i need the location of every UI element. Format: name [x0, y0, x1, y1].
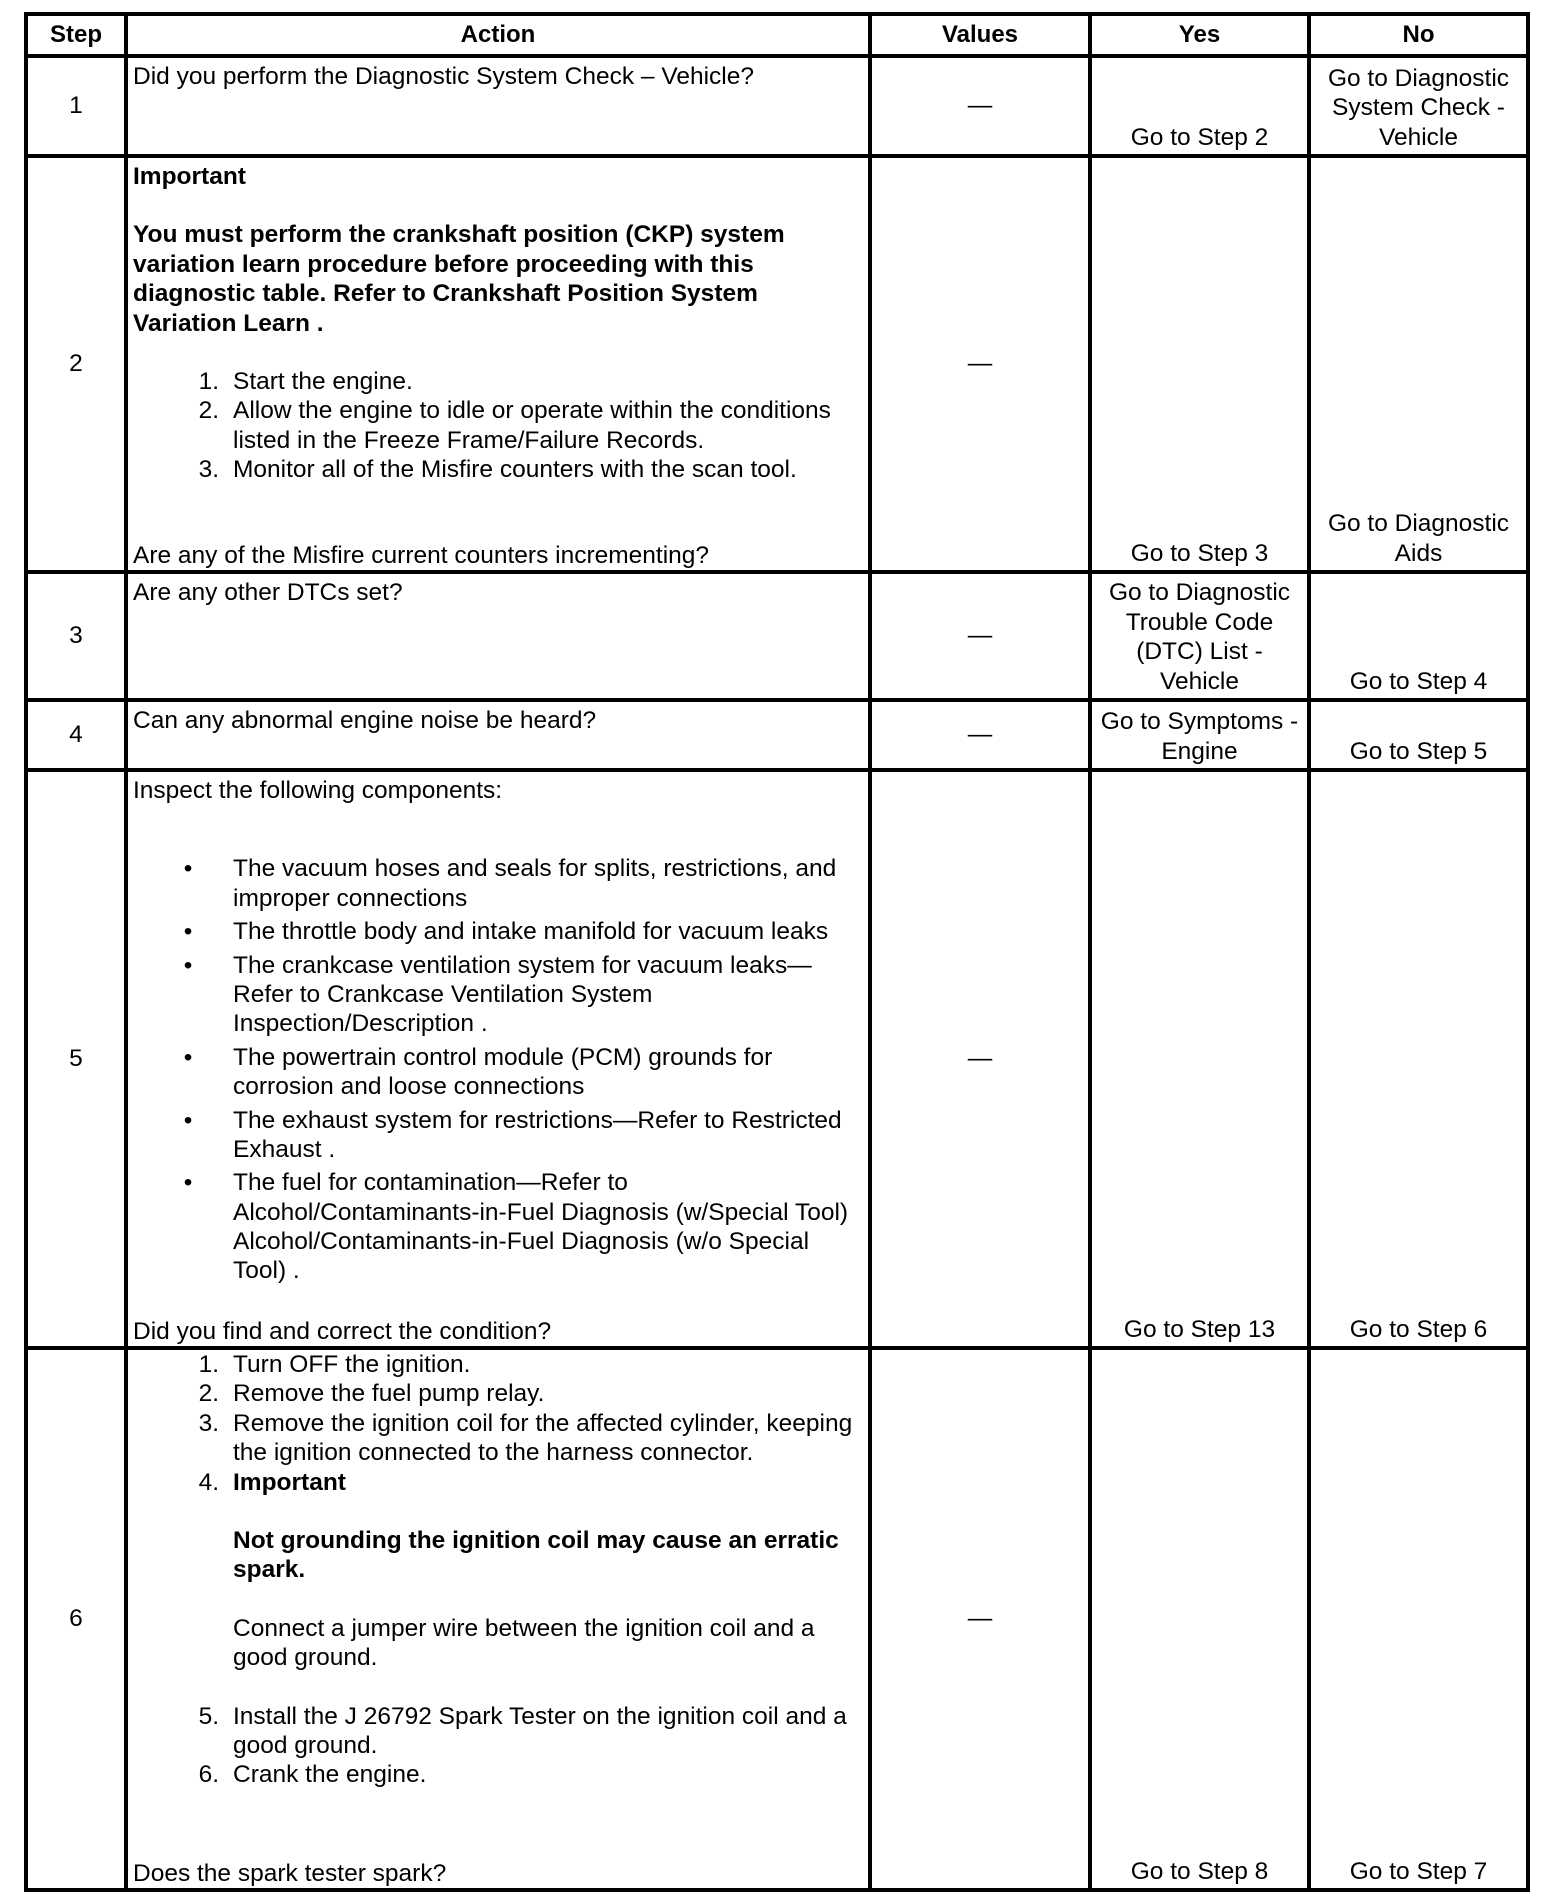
list-item: • The exhaust system for restrictions—Refer to Restricted Exhaust .: [183, 1106, 842, 1163]
no-cell: Go to Step 7: [1309, 1348, 1528, 1890]
list-item: • The throttle body and intake manifold for vacuum leaks: [183, 918, 829, 946]
yes-cell: Go to Symptoms - Engine: [1090, 700, 1309, 770]
action-question: Does the spark tester spark?: [133, 1859, 447, 1887]
important-text: Not grounding the ignition coil may cause an erratic spark.: [233, 1526, 839, 1584]
step-number: 5: [26, 770, 126, 1348]
yes-cell: Go to Step 13: [1090, 770, 1309, 1348]
list-item: • The vacuum hoses and seals for splits, restrictions, and improper connections: [183, 855, 837, 912]
table-row: [26, 56, 1528, 156]
list-item: 5. Install the J 26792 Spark Tester on the ignition coil and a good ground.: [198, 1702, 847, 1759]
action-intro: Inspect the following components:: [133, 777, 503, 804]
step-number: 4: [26, 700, 126, 770]
yes-cell: Go to Step 2: [1090, 56, 1309, 156]
table-row: [26, 156, 1528, 572]
header-step: Step: [26, 14, 126, 56]
action-question: Are any of the Misfire current counters incrementing?: [133, 541, 710, 569]
action-question: Did you find and correct the condition?: [133, 1317, 552, 1345]
step-number: 3: [26, 572, 126, 700]
list-item: • The fuel for contamination—Refer to Alcohol/Contaminants-in-Fuel Diagnosis (w/Special Tool) Alcohol/Contaminants-in-Fuel Diagnosis (w/o Special Tool) .: [183, 1169, 849, 1285]
values-cell: —: [870, 1348, 1090, 1890]
list-item: 4. Important: [198, 1468, 346, 1496]
yes-cell: Go to Diagnostic Trouble Code (DTC) List - Vehicle: [1090, 572, 1309, 700]
step-number: 2: [26, 156, 126, 572]
no-cell: Go to Step 5: [1309, 700, 1528, 770]
important-text: You must perform the crankshaft position (CKP) system variation learn procedure before proceeding with this diagnostic table. Refer to Crankshaft Position System Variation Learn .: [133, 221, 785, 337]
no-cell: Go to Step 4: [1309, 572, 1528, 700]
no-cell: Go to Step 6: [1309, 770, 1528, 1348]
procedure-list-continued: [133, 1702, 863, 1790]
action-question: Did you perform the Diagnostic System Check – Vehicle?: [133, 63, 754, 90]
values-cell: —: [870, 156, 1090, 572]
action-cell: [126, 1348, 870, 1890]
list-item: 3. Remove the ignition coil for the affected cylinder, keeping the ignition connected to the harness connector.: [198, 1409, 853, 1467]
step-number: 1: [26, 56, 126, 156]
list-item: 1. Turn OFF the ignition.: [198, 1351, 471, 1378]
action-cell: [126, 700, 870, 770]
connect-instruction: Connect a jumper wire between the ignition coil and a good ground.: [233, 1614, 815, 1672]
values-cell: —: [870, 56, 1090, 156]
procedure-list: [133, 1350, 863, 1497]
list-item: 1. Start the engine.: [198, 367, 413, 395]
list-item: • The powertrain control module (PCM) grounds for corrosion and loose connections: [183, 1043, 773, 1101]
inspection-list: [133, 854, 863, 1289]
no-cell: Go to Diagnostic System Check - Vehicle: [1309, 56, 1528, 156]
header-row: [26, 14, 1528, 56]
table-row: [26, 572, 1528, 700]
action-cell: [126, 156, 870, 572]
values-cell: —: [870, 700, 1090, 770]
step-number: 6: [26, 1348, 126, 1890]
values-cell: —: [870, 572, 1090, 700]
table-row: [26, 1348, 1528, 1890]
action-cell: [126, 56, 870, 156]
action-cell: [126, 770, 870, 1348]
header-no: No: [1309, 14, 1528, 56]
header-values: Values: [870, 14, 1090, 56]
action-question: Are any other DTCs set?: [133, 579, 403, 606]
action-cell: [126, 572, 870, 700]
action-question: Can any abnormal engine noise be heard?: [133, 707, 597, 734]
no-cell: Go to Diagnostic Aids: [1309, 156, 1528, 572]
list-item: 6. Crank the engine.: [198, 1761, 427, 1789]
procedure-list: [133, 367, 863, 485]
list-item: 2. Allow the engine to idle or operate within the conditions listed in the Freeze Frame/Failure Records.: [198, 397, 831, 454]
yes-cell: Go to Step 3: [1090, 156, 1309, 572]
yes-cell: Go to Step 8: [1090, 1348, 1309, 1890]
list-item: • The crankcase ventilation system for vacuum leaks—Refer to Crankcase Ventilation System Inspection/Description .: [183, 951, 812, 1038]
header-yes: Yes: [1090, 14, 1309, 56]
list-item: 3. Monitor all of the Misfire counters with the scan tool.: [198, 456, 797, 484]
values-cell: —: [870, 770, 1090, 1348]
diagnostic-table: [24, 12, 1530, 1892]
table-row: [26, 770, 1528, 1348]
table-row: [26, 700, 1528, 770]
header-action: Action: [126, 14, 870, 56]
list-item: 2. Remove the fuel pump relay.: [198, 1380, 545, 1408]
important-label: Important: [133, 163, 246, 190]
